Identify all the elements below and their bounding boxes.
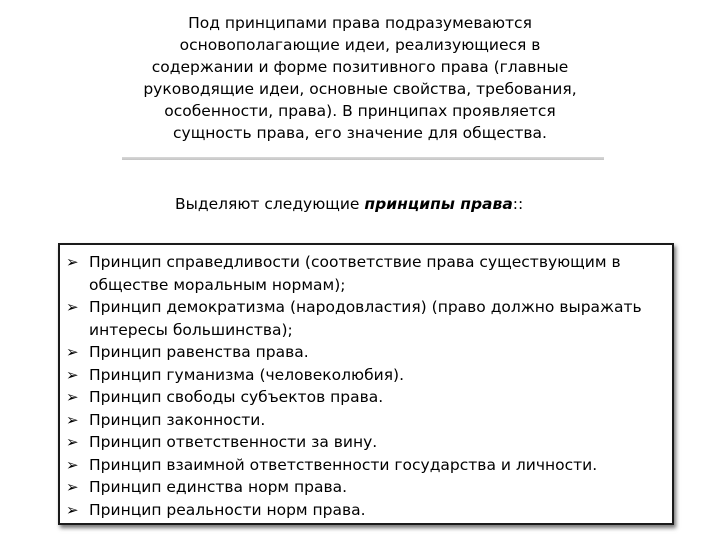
arrow-bullet-icon: ➢: [66, 433, 79, 451]
principle-text: Принцип реальности норм права.: [89, 500, 366, 519]
principle-text: Принцип свободы субъектов права.: [89, 388, 384, 406]
arrow-bullet-icon: ➢: [66, 410, 79, 429]
lead-suffix: ::: [512, 195, 524, 213]
list-item: [64, 499, 664, 522]
list-item: [64, 341, 664, 364]
arrow-bullet-icon: ➢: [66, 365, 79, 384]
intro-paragraph: Под принципами права подразумеваются основополагающие идеи, реализующиеся в содержании и форме позитивного права (главные руководящие идеи, основные свойства, требования, особенности, права). В принципах проявляется сущность права, его значение для общества.: [143, 14, 577, 142]
arrow-bullet-icon: ➢: [66, 253, 79, 271]
arrow-bullet-icon: ➢: [66, 500, 79, 519]
principle-text: Принцип справедливости (соответствие права существующим в обществе моральным нормам);: [89, 253, 621, 294]
principle-text: Принцип гуманизма (человеколюбия).: [89, 365, 404, 384]
principle-text: Принцип ответственности за вину.: [89, 433, 378, 451]
arrow-bullet-icon: ➢: [66, 388, 79, 406]
arrow-bullet-icon: ➢: [66, 298, 79, 316]
principle-text: Принцип равенства права.: [89, 343, 309, 361]
principle-text: Принцип взаимной ответственности государства и личности.: [89, 455, 598, 474]
list-item: [64, 296, 664, 341]
lead-sentence: [175, 193, 523, 215]
list-item: [64, 454, 664, 477]
list-item: [64, 251, 664, 296]
list-item: [64, 386, 664, 409]
principle-text: Принцип демократизма (народовластия) (право должно выражать интересы большинства);: [89, 298, 642, 339]
arrow-bullet-icon: ➢: [66, 455, 79, 474]
divider-line: [122, 157, 604, 160]
principle-text: Принцип законности.: [89, 410, 266, 429]
list-item: [64, 409, 664, 432]
arrow-bullet-icon: ➢: [66, 478, 79, 496]
list-item: [64, 476, 664, 499]
principles-list: [60, 245, 672, 521]
arrow-bullet-icon: ➢: [66, 343, 79, 361]
lead-emphasis: принципы права: [364, 195, 513, 213]
principles-box: [58, 243, 674, 525]
principle-text: Принцип единства норм права.: [89, 478, 348, 496]
list-item: [64, 364, 664, 387]
list-item: [64, 431, 664, 454]
lead-prefix: Выделяют следующие: [175, 195, 365, 213]
